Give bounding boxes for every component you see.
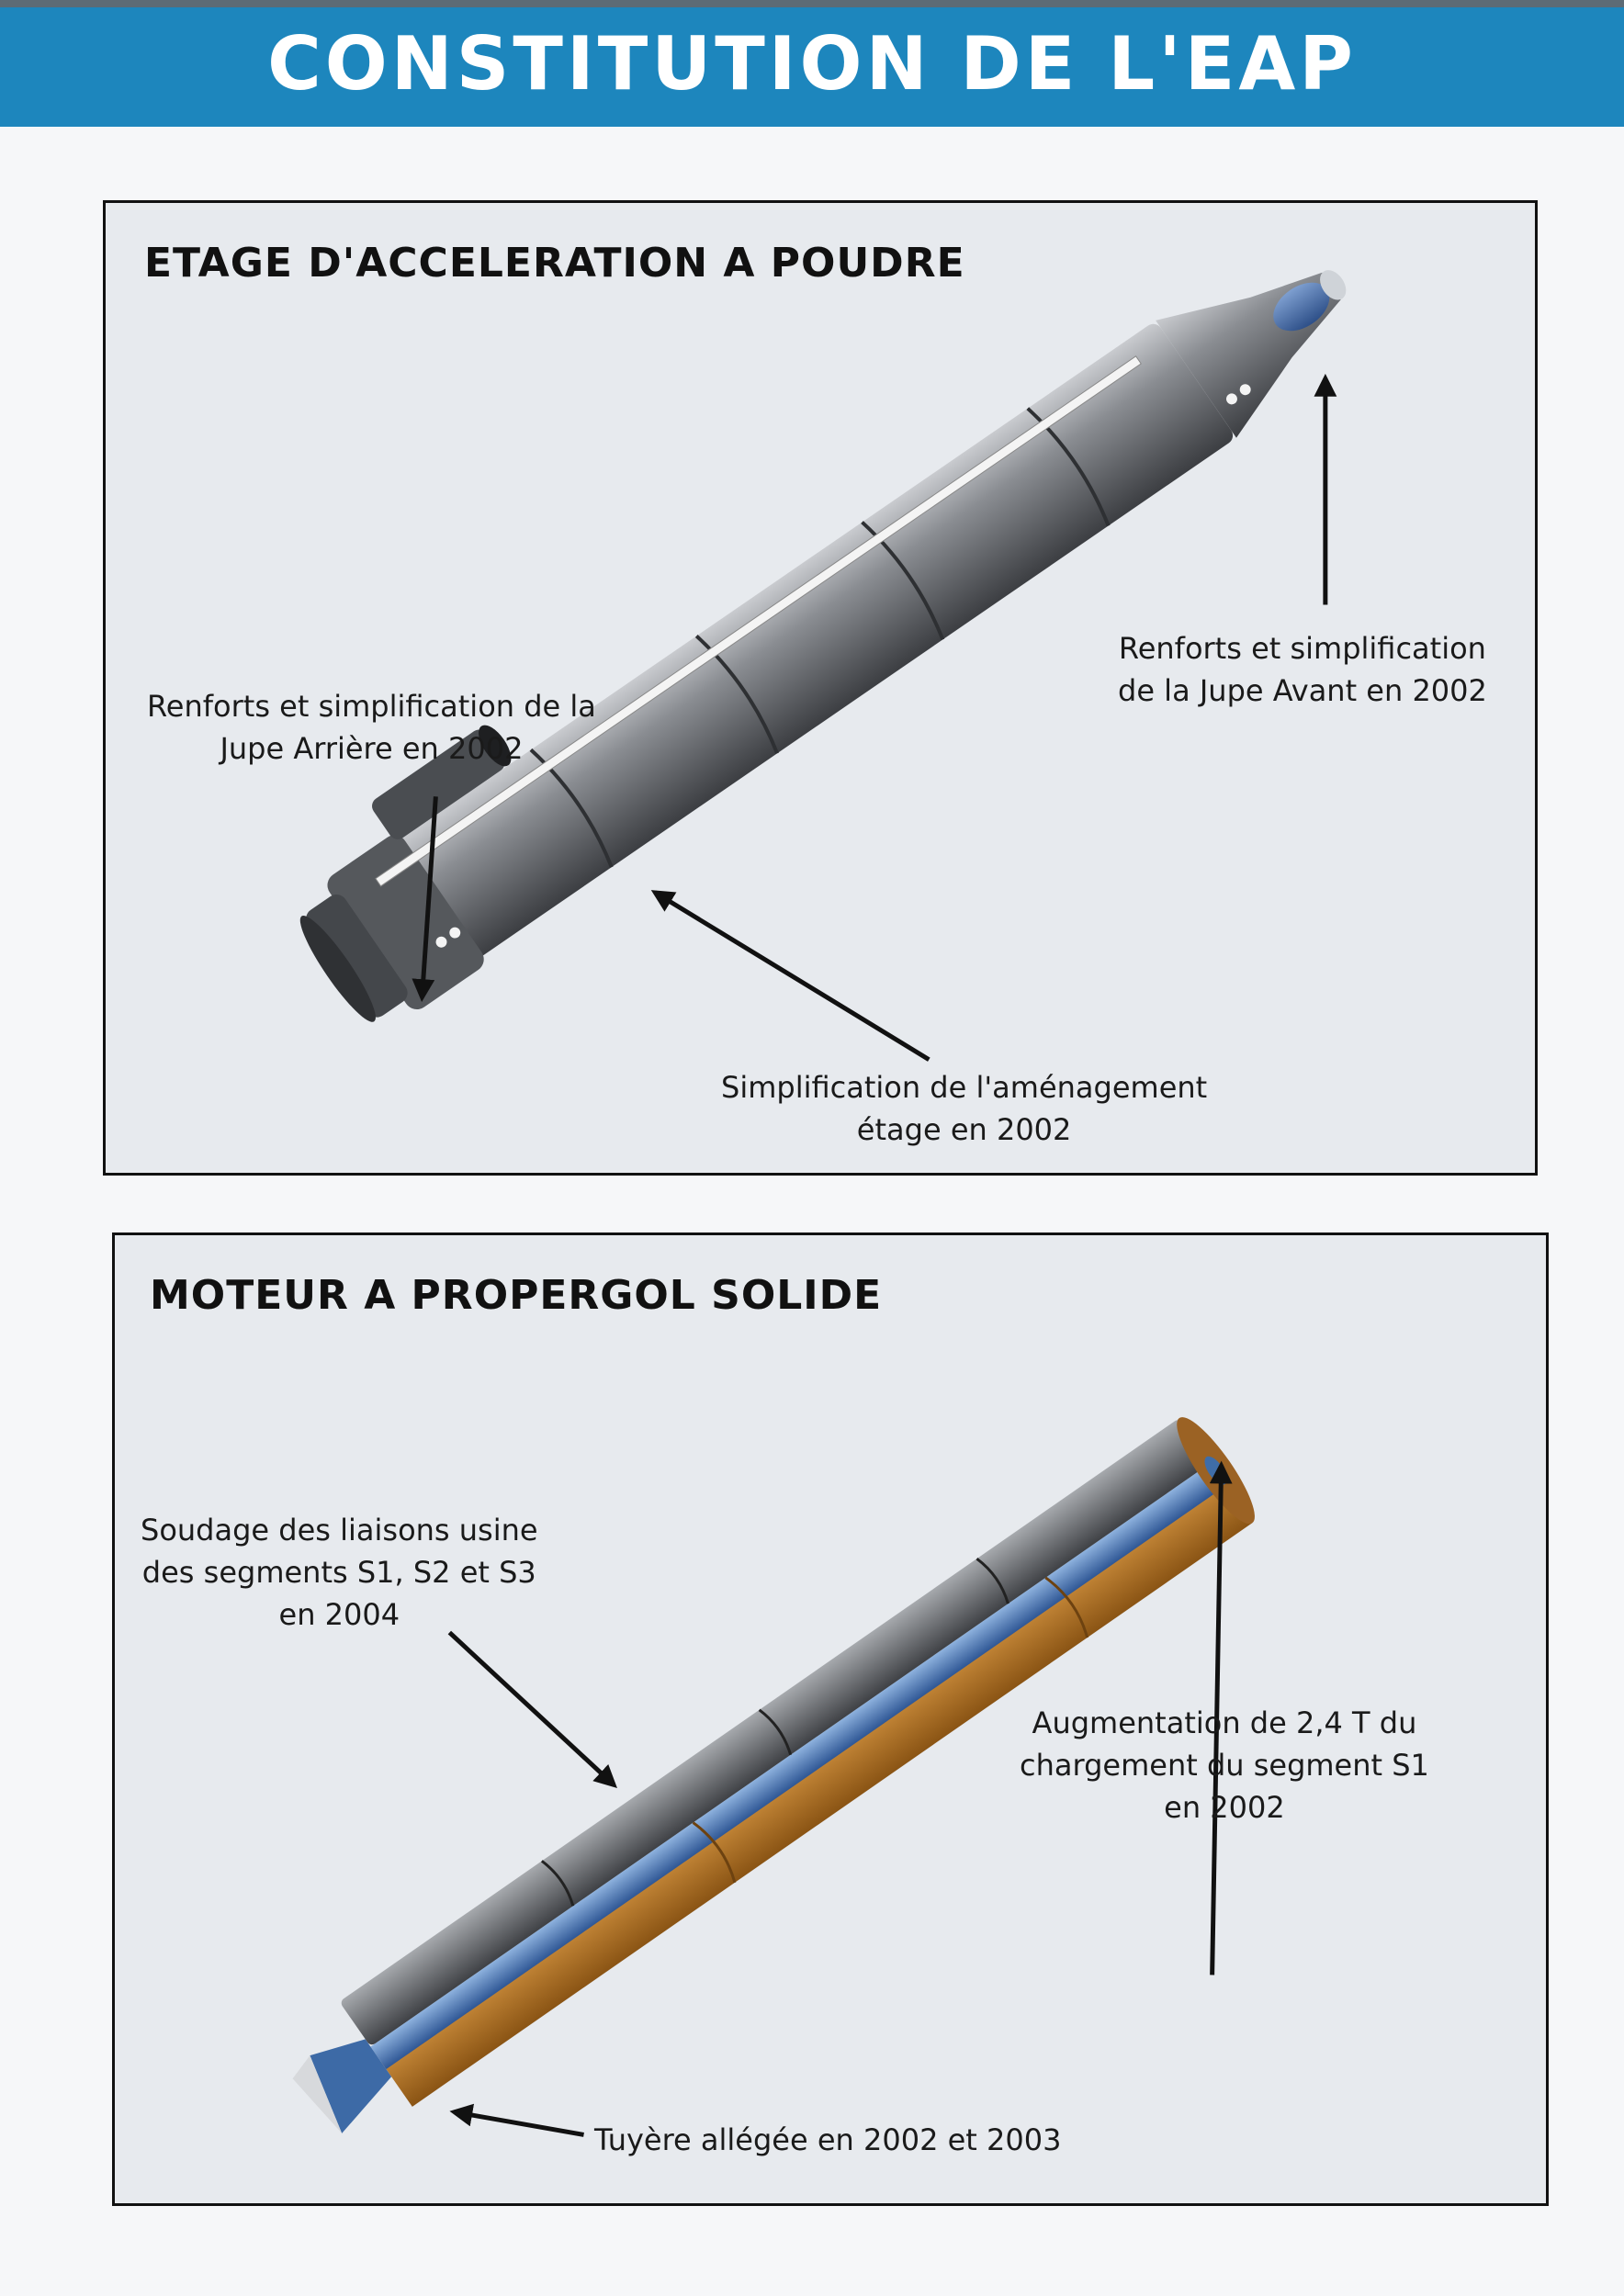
arrow-stage-layout — [655, 893, 929, 1060]
panel-mps-title: MOTEUR A PROPERGOL SOLIDE — [150, 1272, 883, 1319]
panel-eap-title: ETAGE D'ACCELERATION A POUDRE — [144, 240, 965, 287]
panel-eap — [103, 200, 1538, 1176]
panel-mps — [112, 1232, 1549, 2206]
arrow-welding — [449, 1633, 614, 1785]
annotation-welding: Soudage des liaisons usine des segments S1, S2 et S3 en 2004 — [141, 1513, 538, 1632]
page-header — [0, 0, 1624, 127]
annotation-loading: Augmentation de 2,4 T du chargement du segment S1 en 2002 — [1020, 1705, 1429, 1825]
annotation-rear-skirt: Renforts et simplification de la Jupe Arrière en 2002 — [147, 689, 596, 766]
annotation-front-skirt: Renforts et simplification de la Jupe Avant en 2002 — [1118, 631, 1487, 708]
page-title: CONSTITUTION DE L'EAP — [267, 20, 1357, 107]
annotation-stage-layout: Simplification de l'aménagement étage en 2002 — [721, 1070, 1208, 1147]
annotation-nozzle: Tuyère allégée en 2002 et 2003 — [594, 2122, 1062, 2157]
arrow-nozzle — [454, 2112, 583, 2135]
